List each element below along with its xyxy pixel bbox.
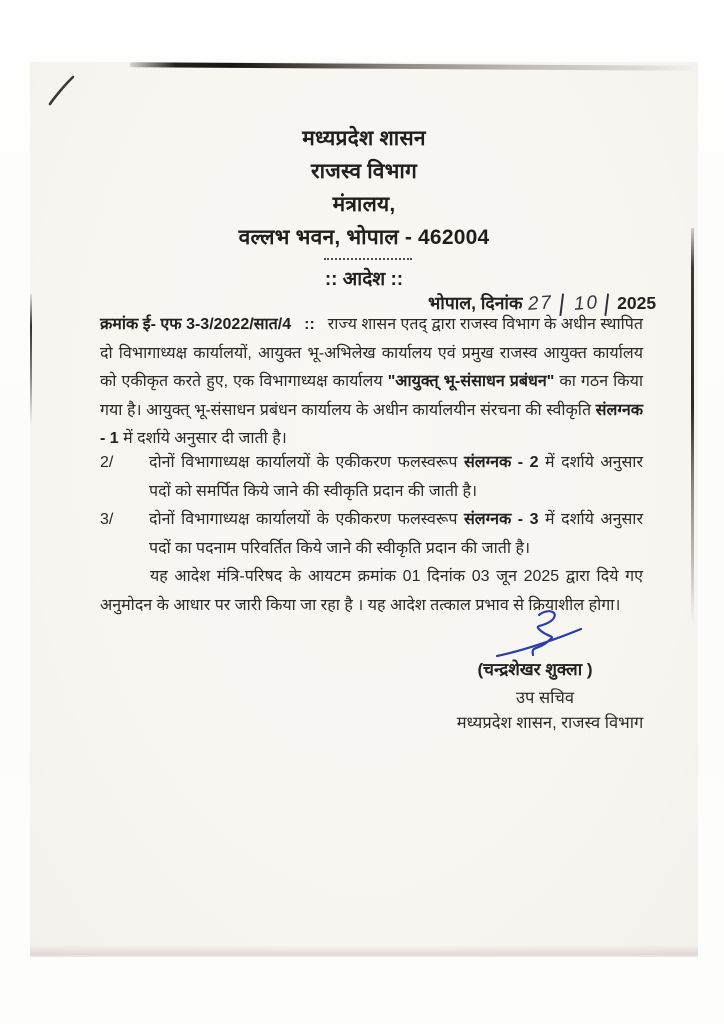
item-3-text xyxy=(149,506,643,563)
new-office-name-bold: "आयुक्त् भू-संसाधन प्रबंधन" xyxy=(387,373,555,390)
pen-mark-icon xyxy=(40,68,86,112)
document-page xyxy=(30,62,698,957)
place-date-label: भोपाल, दिनांक xyxy=(428,293,523,313)
handwritten-month: 10 xyxy=(573,292,600,315)
government-name: मध्यप्रदेश शासन xyxy=(302,127,426,150)
signatory-name: (चन्द्रशेखर शुक्ला ) xyxy=(477,660,593,679)
item-2-text xyxy=(149,449,643,506)
department-name: राजस्व विभाग xyxy=(310,160,418,183)
printed-year: 2025 xyxy=(617,293,657,313)
dotted-separator xyxy=(324,258,412,260)
handwritten-separator: | xyxy=(602,289,612,318)
order-paragraph-1 xyxy=(100,311,643,454)
item-2-number: 2/ xyxy=(100,454,114,471)
paragraph-1-text-c: में दर्शाये अनुसार दी जाती है। xyxy=(118,430,287,447)
ministry-line: मंत्रालय, xyxy=(332,193,396,216)
item-3-text-a: दोनों विभागाध्यक्ष कार्यालयों के एकीकरण फलस्वरूप xyxy=(149,511,464,528)
annexure-1-bold: संलग्नक - 1 xyxy=(100,401,643,447)
scan-edge-left xyxy=(30,294,32,424)
reference-number: क्रमांक ई- एफ 3-3/2022/सात/4 xyxy=(100,316,292,333)
item-2-text-b: में दर्शाये अनुसार पदों को समर्पित किये जाने की स्वीकृति प्रदान की जाती है। xyxy=(149,454,643,500)
paragraph-1-text-a: राज्य शासन एतद् द्वारा राजस्व विभाग के अधीन स्थापित दो विभागाध्यक्ष कार्यालयों, आयुक्त भू-अभिलेख कार्यालय एवं प्रमुख राजस्व आयुक्त कार्यालय को एकीकृत करते हुए, एक विभागाध्यक्ष कार्यालय xyxy=(100,316,643,390)
annexure-2-bold: संलग्नक - 2 xyxy=(463,454,539,471)
annexure-3-bold: संलग्नक - 3 xyxy=(463,511,539,528)
scan-edge-bottom xyxy=(30,945,698,957)
item-3-text-b: में दर्शाये अनुसार पदों का पदनाम परिवर्तित किये जाने की स्वीकृति प्रदान की जाती है। xyxy=(149,511,643,557)
letterhead xyxy=(30,122,698,254)
order-item-2 xyxy=(100,449,643,506)
item-3-number: 3/ xyxy=(100,511,114,528)
scan-edge-top xyxy=(130,62,700,70)
order-item-3 xyxy=(100,506,643,563)
signatory-organization: मध्यप्रदेश शासन, राजस्व विभाग xyxy=(456,714,644,732)
handwritten-separator: | xyxy=(556,289,567,318)
signatory-designation: उप सचिव xyxy=(515,689,575,707)
closing-paragraph: यह आदेश मंत्रि-परिषद के आयटम क्रमांक 01 दिनांक 03 जून 2025 द्वारा दिये गए अनुमोदन के आधार पर जारी किया जा रहा है । यह आदेश तत्काल प्रभाव से क्रियाशील होगा। xyxy=(100,568,643,614)
item-2-text-a: दोनों विभागाध्यक्ष कार्यालयों के एकीकरण फलस्वरूप xyxy=(149,454,464,471)
address-line: वल्लभ भवन, भोपाल - 462004 xyxy=(238,226,490,249)
handwritten-day: 27 xyxy=(527,292,555,315)
signature-scribble xyxy=(473,608,603,660)
reference-colon: :: xyxy=(304,316,315,333)
order-title: :: आदेश :: xyxy=(324,269,404,290)
paragraph-1-text-b: का गठन किया गया है। आयुक्त् भू-संसाधन प्रबंधन कार्यालय के अधीन कार्यालयीन संरचना की स्वीकृति xyxy=(100,373,643,419)
